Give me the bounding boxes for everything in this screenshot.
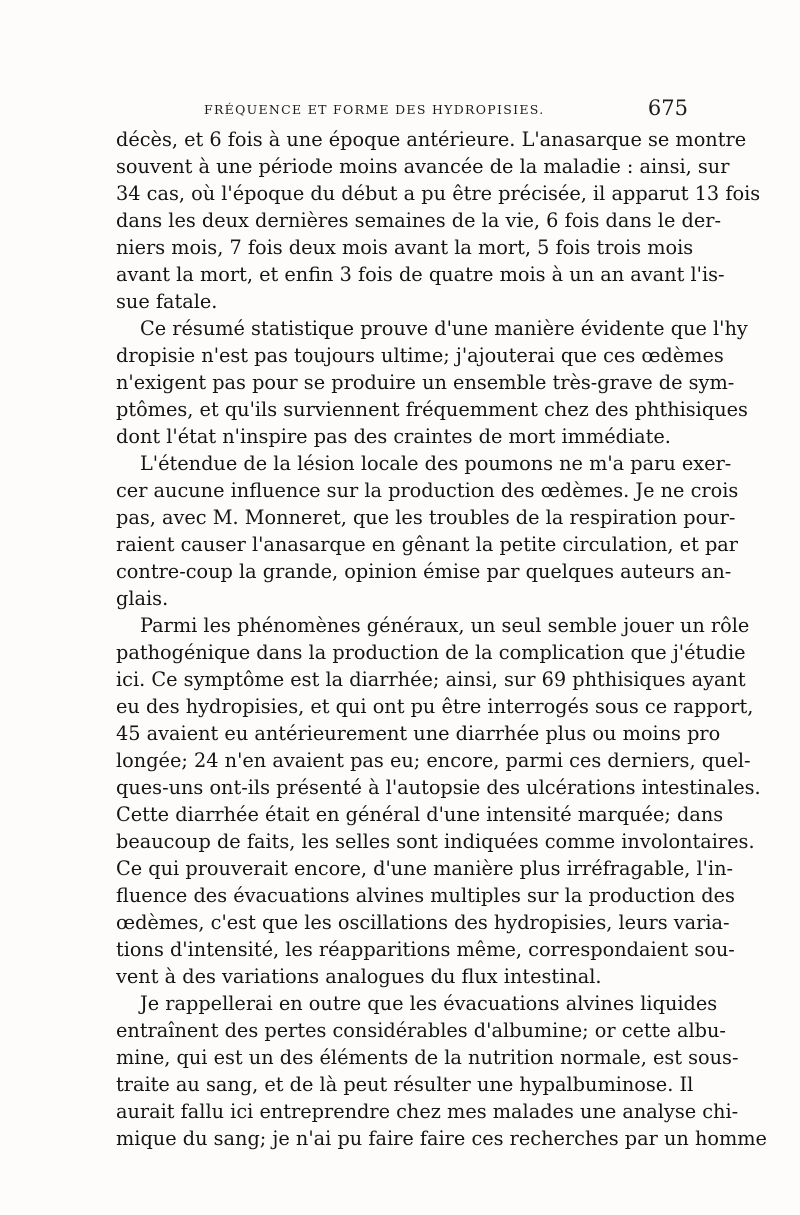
text-line: beaucoup de faits, les selles sont indiquées comme involontaires.	[116, 830, 755, 853]
text-line: Cette diarrhée était en général d'une intensité marquée; dans	[116, 803, 724, 826]
text-line: raient causer l'anasarque en gênant la petite circulation, et par	[116, 533, 738, 556]
text-line: œdèmes, c'est que les oscillations des hydropisies, leurs varia-	[116, 911, 730, 934]
text-line: sue fatale.	[116, 290, 218, 313]
text-line: 34 cas, où l'époque du début a pu être précisée, il apparut 13 fois	[116, 182, 761, 205]
text-line: pas, avec M. Monneret, que les troubles de la respiration pour-	[116, 506, 736, 529]
text-line: eu des hydropisies, et qui ont pu être interrogés sous ce rapport,	[116, 695, 754, 718]
text-line: Parmi les phénomènes généraux, un seul semble jouer un rôle	[140, 614, 750, 637]
text-line: Ce qui prouverait encore, d'une manière plus irréfragable, l'in-	[116, 857, 734, 880]
text-line: souvent à une période moins avancée de la maladie : ainsi, sur	[116, 155, 730, 178]
text-line: aurait fallu ici entreprendre chez mes malades une analyse chi-	[116, 1100, 739, 1123]
paragraph	[116, 990, 767, 1152]
text-line: Ce résumé statistique prouve d'une manière évidente que l'hy	[140, 317, 748, 340]
text-line: L'étendue de la lésion locale des poumons ne m'a paru exer-	[140, 452, 732, 475]
text-line: mique du sang; je n'ai pu faire faire ces recherches par un homme	[116, 1127, 767, 1150]
text-line: pathogénique dans la production de la complication que j'étudie	[116, 641, 746, 664]
text-line: dont l'état n'inspire pas des craintes de mort immédiate.	[116, 425, 671, 448]
text-line: fluence des évacuations alvines multiples sur la production des	[116, 884, 735, 907]
text-line: tions d'intensité, les réapparitions même, correspondaient sou-	[116, 938, 735, 961]
paragraph	[116, 315, 748, 450]
text-line: dans les deux dernières semaines de la vie, 6 fois dans le der-	[116, 209, 721, 232]
text-line: glais.	[116, 587, 169, 610]
text-line: ici. Ce symptôme est la diarrhée; ainsi, sur 69 phthisiques ayant	[116, 668, 746, 691]
text-line: ptômes, et qu'ils surviennent fréquemment chez des phthisiques	[116, 398, 748, 421]
text-line: dropisie n'est pas toujours ultime; j'ajouterai que ces œdèmes	[116, 344, 724, 367]
text-line: longée; 24 n'en avaient pas eu; encore, parmi ces derniers, quel-	[116, 749, 751, 772]
text-line: vent à des variations analogues du flux intestinal.	[116, 965, 602, 988]
text-line: traite au sang, et de là peut résulter une hypalbuminose. Il	[116, 1073, 694, 1096]
text-line: ques-uns ont-ils présenté à l'autopsie des ulcérations intestinales.	[116, 776, 761, 799]
text-line: mine, qui est un des éléments de la nutrition normale, est sous-	[116, 1046, 739, 1069]
running-title: FRÉQUENCE ET FORME DES HYDROPISIES.	[204, 102, 545, 117]
text-line: 45 avaient eu antérieurement une diarrhée plus ou moins pro	[116, 722, 721, 745]
text-line: avant la mort, et enfin 3 fois de quatre mois à un an avant l'is-	[116, 263, 725, 286]
text-line: cer aucune influence sur la production des œdèmes. Je ne crois	[116, 479, 739, 502]
paragraph	[116, 612, 761, 990]
text-line: entraînent des pertes considérables d'albumine; or cette albu-	[116, 1019, 726, 1042]
page-number: 675	[647, 96, 688, 120]
text-line: niers mois, 7 fois deux mois avant la mort, 5 fois trois mois	[116, 236, 694, 259]
text-line: décès, et 6 fois à une époque antérieure. L'anasarque se montre	[116, 128, 747, 151]
text-line: Je rappellerai en outre que les évacuations alvines liquides	[140, 992, 718, 1015]
paragraph	[116, 126, 761, 315]
paragraph	[116, 450, 739, 612]
body-text	[116, 126, 767, 1152]
running-head	[116, 96, 688, 126]
text-line: n'exigent pas pour se produire un ensemble très-grave de sym-	[116, 371, 735, 394]
text-line: contre-coup la grande, opinion émise par quelques auteurs an-	[116, 560, 732, 583]
